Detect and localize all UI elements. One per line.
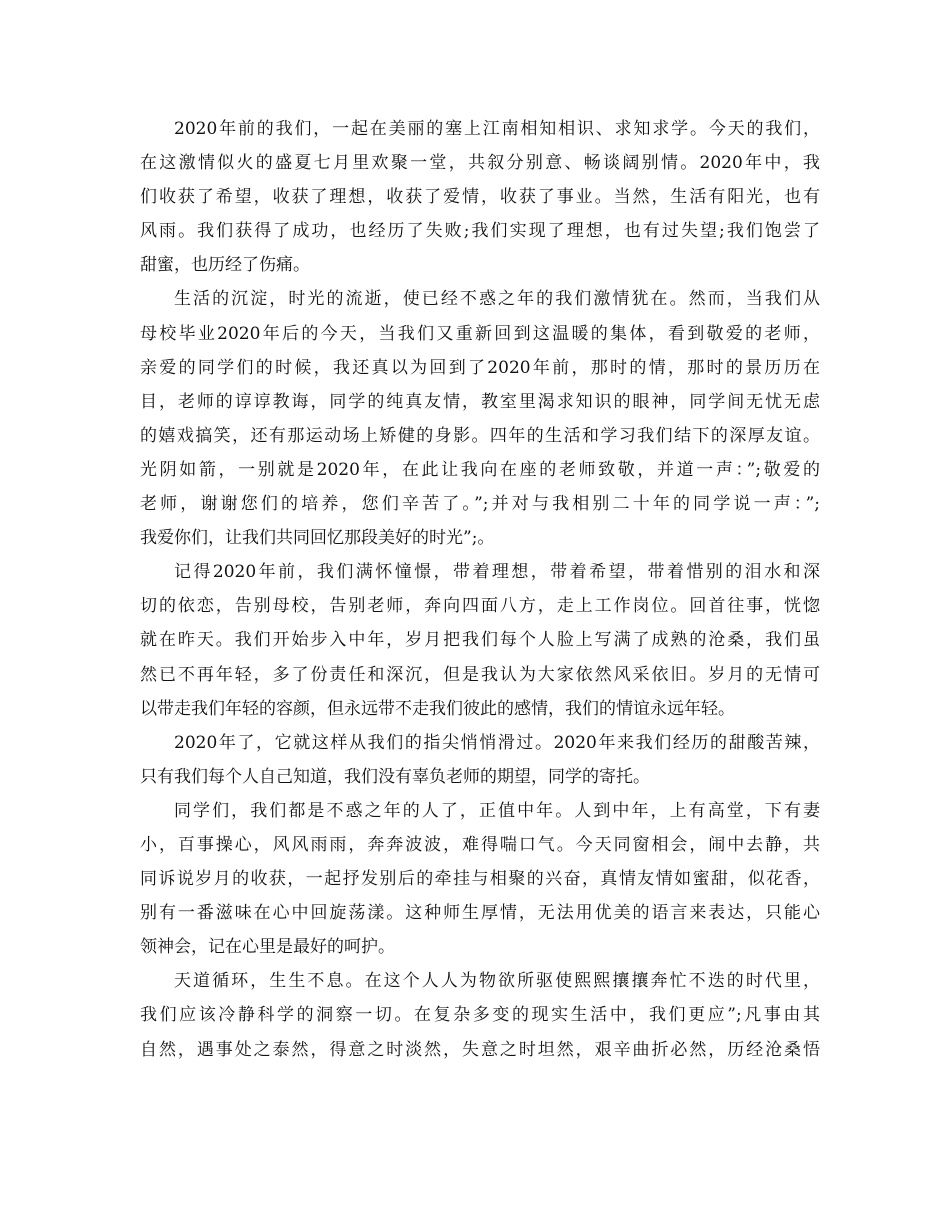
paragraph-3: [140, 555, 820, 725]
paragraph-1: [140, 112, 820, 282]
text-line: 在这激情似火的盛夏七月里欢聚一堂，共叙分别意、畅谈阔别情。2020年中，我: [140, 153, 820, 174]
text-line: 切的依恋，告别母校，告别老师，奔向四面八方，走上工作岗位。回首往事，恍惚: [140, 596, 820, 617]
text-line: 自然，遇事处之泰然，得意之时淡然，失意之时坦然，艰辛曲折必然，历经沧桑悟: [140, 1039, 820, 1060]
text-line: 2020年了，它就这样从我们的指尖悄悄滑过。2020年来我们经历的甜酸苦辣，: [174, 732, 820, 753]
paragraph-4: [140, 726, 820, 794]
text-line: 我们应该冷静科学的洞察一切。在复杂多变的现实生活中，我们更应”;凡事由其: [140, 1005, 820, 1026]
text-line: 甜蜜，也历经了伤痛。: [140, 255, 310, 276]
text-line: 领神会，记在心里是最好的呵护。: [140, 937, 395, 958]
text-line: 然已不再年轻，多了份责任和深沉，但是我认为大家依然风采依旧。岁月的无情可: [140, 664, 820, 685]
text-line: 以带走我们年轻的容颜，但永远带不走我们彼此的感情，我们的情谊永远年轻。: [140, 698, 735, 719]
text-line: 生活的沉淀，时光的流逝，使已经不惑之年的我们激情犹在。然而，当我们从: [174, 289, 820, 310]
text-line: 老师，谢谢您们的培养，您们辛苦了。”;并对与我相别二十年的同学说一声：”;: [140, 494, 820, 515]
text-line: 们收获了希望，收获了理想，收获了爱情，收获了事业。当然，生活有阳光，也有: [140, 187, 820, 208]
text-line: 我爱你们，让我们共同回忆那段美好的时光”;。: [140, 528, 495, 549]
text-line: 就在昨天。我们开始步入中年，岁月把我们每个人脸上写满了成熟的沧桑，我们虽: [140, 630, 820, 651]
text-line: 母校毕业2020年后的今天，当我们又重新回到这温暖的集体，看到敬爱的老师，: [140, 323, 820, 344]
text-line: 同学们，我们都是不惑之年的人了，正值中年。人到中年，上有高堂，下有妻: [174, 800, 820, 821]
text-line: 风雨。我们获得了成功，也经历了失败;我们实现了理想，也有过失望;我们饱尝了: [140, 221, 820, 242]
text-line: 的嬉戏搞笑，还有那运动场上矫健的身影。四年的生活和学习我们结下的深厚友谊。: [140, 425, 820, 446]
text-line: 天道循环，生生不息。在这个人人为物欲所驱使熙熙攘攘奔忙不迭的时代里，: [174, 971, 820, 992]
text-line: 记得2020年前，我们满怀憧憬，带着理想，带着希望，带着惜别的泪水和深: [174, 562, 820, 583]
text-line: 亲爱的同学们的时候，我还真以为回到了2020年前，那时的情，那时的景历历在: [140, 357, 820, 378]
paragraph-2: [140, 282, 820, 555]
paragraph-5: [140, 794, 820, 964]
document-body: [140, 112, 820, 1067]
text-line: 2020年前的我们，一起在美丽的塞上江南相知相识、求知求学。今天的我们，: [174, 119, 820, 139]
text-line: 同诉说岁月的收获，一起抒发别后的牵挂与相聚的兴奋，真情友情如蜜甜，似花香，: [140, 869, 820, 890]
text-line: 小，百事操心，风风雨雨，奔奔波波，难得喘口气。今天同窗相会，闹中去静，共: [140, 834, 820, 855]
text-line: 别有一番滋味在心中回旋荡漾。这种师生厚情，无法用优美的语言来表达，只能心: [140, 903, 820, 924]
text-line: 只有我们每个人自己知道，我们没有辜负老师的期望，同学的寄托。: [140, 766, 650, 787]
paragraph-6: [140, 964, 820, 1066]
text-line: 目，老师的谆谆教诲，同学的纯真友情，教室里渴求知识的眼神，同学间无忧无虑: [140, 391, 820, 412]
text-line: 光阴如箭，一别就是2020年，在此让我向在座的老师致敬，并道一声：”;敬爱的: [140, 459, 820, 480]
